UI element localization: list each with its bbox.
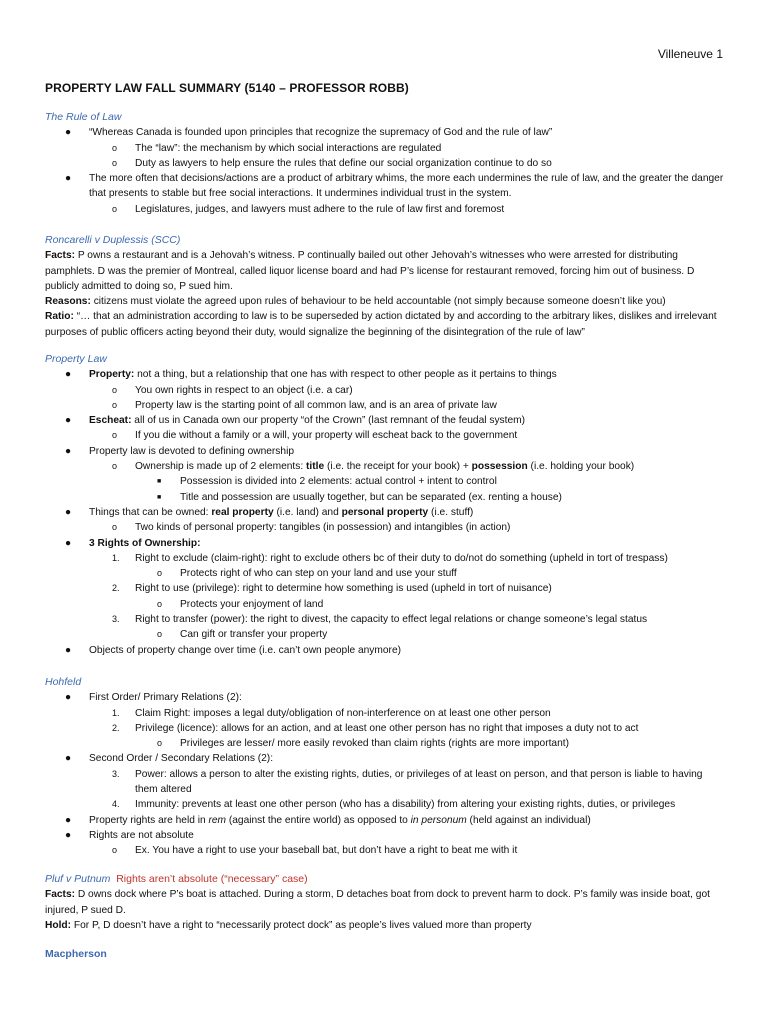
document-title: PROPERTY LAW FALL SUMMARY (5140 – PROFESSOR ROBB) xyxy=(45,81,409,95)
case-facts: Facts: P owns a restaurant and is a Jehovah’s witness. P continually bailed out other Jehovah’s witnesses who were arrested for distributing pamphlets. D was the premier of Montreal, called liquor license board and had P’s license for restaurant removed, forcing him out of business. D publicly admitted to doing so, P sued him. xyxy=(45,250,695,292)
list-item: o If you die without a family or a will, your property will escheat back to the government xyxy=(45,428,725,443)
list-item: o The “law”: the mechanism by which social interactions are regulated xyxy=(45,141,725,156)
bullet-icon: ● xyxy=(65,415,72,427)
section-hohfeld xyxy=(45,675,725,859)
bullet-icon: ● xyxy=(65,127,72,139)
list-item: ■ Possession is divided into 2 elements: actual control + intent to control xyxy=(45,474,725,489)
bullet-icon: ● xyxy=(65,644,72,656)
list-item: ● Things that can be owned: real property (i.e. land) and personal property (i.e. stuff) xyxy=(45,505,725,520)
list-number: 2. xyxy=(112,583,120,594)
list-number: 1. xyxy=(112,707,120,718)
page-number: Villeneuve 1 xyxy=(657,47,723,61)
case-reasons: Reasons: citizens must violate the agreed upon rules of behaviour to be held accountable (not simply because someone doesn’t like you) xyxy=(45,296,666,308)
list-item: o Two kinds of personal property: tangibles (in possession) and intangibles (in action) xyxy=(45,520,725,535)
circle-bullet-icon: o xyxy=(112,157,118,168)
section-heading: Hohfeld xyxy=(45,676,82,688)
bullet-icon: ● xyxy=(65,445,72,457)
circle-bullet-icon: o xyxy=(157,738,163,749)
list-item: ● The more often that decisions/actions are a product of arbitrary whims, the more each undermines the rule of law, and the greater the danger that presents to stable but free social interactions. It undermines individual trust in the system. xyxy=(65,173,724,200)
list-item: o Ownership is made up of 2 elements: title (i.e. the receipt for your book) + possession (i.e. holding your book) xyxy=(45,459,725,474)
circle-bullet-icon: o xyxy=(112,461,118,472)
bullet-icon: ● xyxy=(65,537,72,549)
case-note: Rights aren’t absolute (“necessary” case) xyxy=(116,873,308,885)
list-item: ● Rights are not absolute xyxy=(45,828,725,843)
list-item: ● Objects of property change over time (i.e. can’t own people anymore) xyxy=(45,643,725,658)
list-item: ■ Title and possession are usually together, but can be separated (ex. renting a house) xyxy=(45,490,725,505)
list-item: ● “Whereas Canada is founded upon principles that recognize the supremacy of God and the rule of law” xyxy=(45,125,725,140)
circle-bullet-icon: o xyxy=(112,142,118,153)
circle-bullet-icon: o xyxy=(112,399,118,410)
bullet-icon: ● xyxy=(65,829,72,841)
list-item: 2. Right to use (privilege): right to determine how something is used (upheld in tort of nuisance) xyxy=(45,581,725,596)
list-item: ● Second Order / Secondary Relations (2): xyxy=(45,751,725,766)
section-pluf xyxy=(45,872,725,933)
list-number: 1. xyxy=(112,552,120,563)
section-property-law xyxy=(45,352,725,658)
case-hold: Hold: For P, D doesn’t have a right to “necessarily protect dock” as people’s lives valued more than property xyxy=(45,919,532,931)
case-facts: Facts: D owns dock where P’s boat is attached. During a storm, D detaches boat from dock to prevent harm to dock. P’s family was inside boat, got injured, P sued D. xyxy=(45,889,710,916)
list-item: 2. Privilege (licence): allows for an action, and at least one other person has no right that imposes a duty not to act xyxy=(45,721,725,736)
list-item: ● Escheat: all of us in Canada own our property “of the Crown” (last remnant of the feudal system) xyxy=(45,413,725,428)
list-item: o Privileges are lesser/ more easily revoked than claim rights (rights are more important) xyxy=(45,736,725,751)
list-item: o Protects right of who can step on your land and use your stuff xyxy=(45,566,725,581)
list-item: o Can gift or transfer your property xyxy=(45,627,725,642)
list-item: o Ex. You have a right to use your baseball bat, but don’t have a right to beat me with it xyxy=(45,843,725,858)
list-item: 4. Immunity: prevents at least one other person (who has a disability) from altering your existing rights, duties, or privileges xyxy=(45,797,725,812)
bullet-icon: ● xyxy=(65,814,72,826)
circle-bullet-icon: o xyxy=(157,598,163,609)
list-item: ● 3 Rights of Ownership: xyxy=(45,536,725,551)
bullet-icon: ● xyxy=(65,173,72,185)
list-item: 1. Right to exclude (claim-right): right to exclude others bc of their duty to do/not do something (upheld in tort of trespass) xyxy=(45,551,725,566)
list-item: ● Property rights are held in rem (against the entire world) as opposed to in personum (held against an individual) xyxy=(45,813,725,828)
section-roncarelli xyxy=(45,233,725,340)
list-item: o You own rights in respect to an object (i.e. a car) xyxy=(45,383,725,398)
list-item: 3. Right to transfer (power): the right to divest, the capacity to effect legal relations or change someone’s legal status xyxy=(45,612,725,627)
list-item: o Legislatures, judges, and lawyers must adhere to the rule of law first and foremost xyxy=(45,202,725,217)
square-bullet-icon: ■ xyxy=(157,493,162,501)
list-number: 4. xyxy=(112,799,120,810)
list-item: ● First Order/ Primary Relations (2): xyxy=(45,690,725,705)
circle-bullet-icon: o xyxy=(112,203,118,214)
section-rule-of-law xyxy=(45,110,725,217)
square-bullet-icon: ■ xyxy=(157,478,162,486)
circle-bullet-icon: o xyxy=(112,845,118,856)
circle-bullet-icon: o xyxy=(112,522,118,533)
circle-bullet-icon: o xyxy=(157,629,163,640)
section-heading: The Rule of Law xyxy=(45,111,122,123)
bullet-icon: ● xyxy=(65,506,72,518)
bullet-icon: ● xyxy=(65,753,72,765)
list-item: o Duty as lawyers to help ensure the rules that define our social organization continue to do so xyxy=(45,156,725,171)
case-heading: Pluf v Putnum Rights aren’t absolute (“necessary” case) xyxy=(45,873,308,885)
case-heading: Roncarelli v Duplessis (SCC) xyxy=(45,234,181,246)
list-item: o Property law is the starting point of all common law, and is an area of private law xyxy=(45,398,725,413)
list-number: 3. xyxy=(112,614,120,625)
section-macpherson xyxy=(45,947,725,962)
list-item: o Protects your enjoyment of land xyxy=(45,597,725,612)
bullet-icon: ● xyxy=(65,369,72,381)
bullet-icon: ● xyxy=(65,692,72,704)
circle-bullet-icon: o xyxy=(112,384,118,395)
list-item: 3. Power: allows a person to alter the existing rights, duties, or privileges of at least on person, and that person is liable to having them altered xyxy=(112,768,703,796)
circle-bullet-icon: o xyxy=(112,430,118,441)
list-item: 1. Claim Right: imposes a legal duty/obligation of non-interference on at least one other person xyxy=(45,706,725,721)
case-heading: Macpherson xyxy=(45,948,107,960)
section-heading: Property Law xyxy=(45,353,107,365)
list-number: 2. xyxy=(112,722,120,733)
list-item: ● Property law is devoted to defining ownership xyxy=(45,444,725,459)
list-number: 3. xyxy=(112,768,120,779)
circle-bullet-icon: o xyxy=(157,568,163,579)
case-ratio: Ratio: “… that an administration according to law is to be superseded by action dictated by and according to the arbitrary likes, dislikes and irrelevant purposes of public officers acting beyond their duty, would signalize the beginning of the disintegration of the rule of law” xyxy=(45,311,717,338)
list-item: ● Property: not a thing, but a relationship that one has with respect to other people as it pertains to things xyxy=(45,367,725,382)
